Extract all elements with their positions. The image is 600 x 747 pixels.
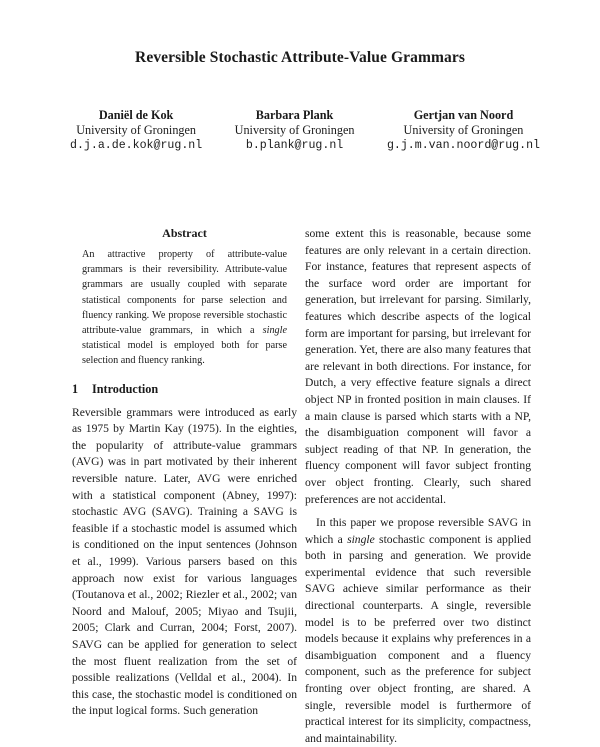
author-affiliation: University of Groningen	[403, 123, 524, 137]
author-email: d.j.a.de.kok@rug.nl	[70, 139, 203, 152]
author-name: Barbara Plank	[255, 108, 334, 122]
section-title: Introduction	[92, 381, 159, 396]
paper-title: Reversible Stochastic Attribute-Value Grammars	[135, 49, 465, 66]
author-2	[235, 108, 355, 153]
author-email: g.j.m.van.noord@rug.nl	[386, 139, 540, 152]
author-name: Gertjan van Noord	[413, 108, 514, 122]
author-affiliation: University of Groningen	[76, 123, 197, 137]
right-column	[305, 226, 531, 747]
author-block	[70, 108, 540, 153]
author-name: Daniël de Kok	[98, 108, 174, 122]
author-affiliation: University of Groningen	[234, 123, 355, 137]
section-number: 1	[72, 381, 79, 396]
intro-paragraph-2: In this paper we propose reversible SAVG in which a single stochastic component is applied both in parsing and generation. We provide experimental evidence that such reversible SAVG achieve similar performance as their directional counterparts. A single, reversible model is to be preferred over two distinct models because it explains why preferences in a disambiguation component and a fluency component, such as the preference for subject fronting over object fronting, are shared. A single, reversible model is furthermore of practical interest for its simplicity, compactness, and maintainability.	[305, 516, 532, 745]
intro-paragraph-continued: some extent this is reasonable, because some features are only relevant in a certain direction. For instance, features that represent aspects of the surface word order are important for generation, but irrelevant for parsing. Similarly, features which describe aspects of the logical form are important for parsing, but irrelevant for generation. Yet, there are also many features that are relevant in both directions. For instance, for Dutch, a very effective feature signals a direct object NP in fronted position in main clauses. If a main clause is parsed which starts with a NP, the disambiguation component will favor a subject reading of that NP. In generation, the fluency component will favor subject fronting over object fronting. Clearly, such shared preferences are not accidental.	[305, 227, 531, 506]
left-column	[72, 226, 297, 720]
author-email: b.plank@rug.nl	[245, 139, 344, 152]
emphasis-single: single	[347, 532, 375, 546]
author-3	[387, 108, 540, 153]
abstract-heading: Abstract	[162, 226, 207, 240]
abstract-text: An attractive property of attribute-value grammars is their reversibility. Attribute-value grammars are usually coupled with separate statistical components for parse selection and fluency ranking. We propose reversible stochastic attribute-value grammars, in which a single statistical model is employed both for parse selection and fluency ranking.	[82, 249, 287, 367]
section-heading-introduction	[72, 381, 297, 397]
intro-paragraph-1: Reversible grammars were introduced as early as 1975 by Martin Kay (1975). In the eighties, the popularity of attribute-value grammars (AVG) was in part motivated by their inherent reversible nature. Later, AVG were enriched with a statistical component (Abney, 1997): stochastic AVG (SAVG). Training a SAVG is feasible if a stochastic model is assumed which is conditioned on the input sentences (Johnson et al., 1999). Various parsers based on this approach now exist for various languages (Toutanova et al., 2002; Riezler et al., 2002; van Noord and Malouf, 2005; Miyao and Tsujii, 2005; Clark and Curran, 2004; Forst, 2007). SAVG can be applied for generation to select the most fluent realization from the set of possible realizations (Velldal et al., 2004). In this case, the stochastic model is conditioned on the input logical forms. Such generation	[72, 405, 297, 718]
author-1	[70, 108, 202, 153]
emphasis-single: single	[262, 325, 287, 337]
